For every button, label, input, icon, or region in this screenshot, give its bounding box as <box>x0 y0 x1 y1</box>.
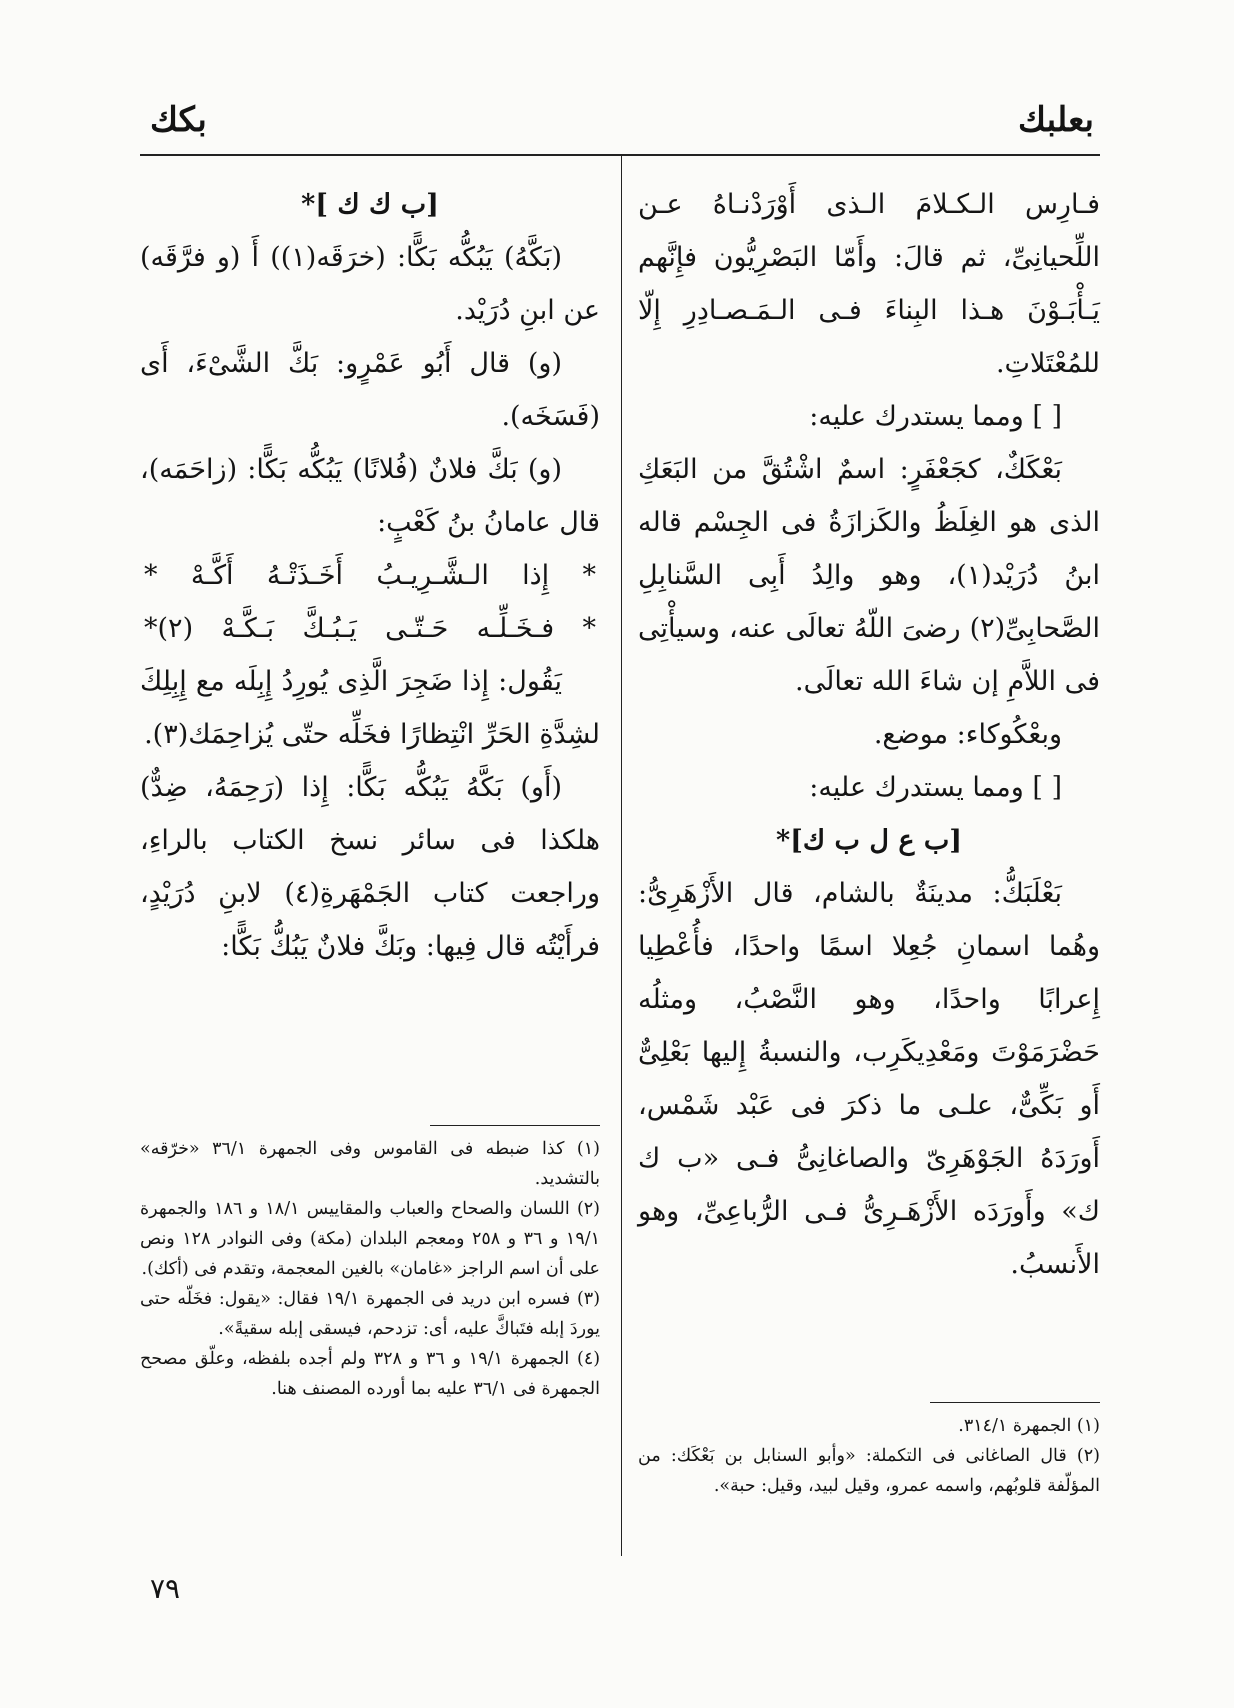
paragraph: (بَكَّهُ) يَبُكُّه بَكًّا: (خرَقَه(١)) أَ (و فرَّقَه) عن ابنِ دُرَيْد. <box>140 242 600 326</box>
footnote: (٣) فسره ابن دريد فى الجمهرة ١٩/١ فقال: «يقول: فخَلّه حتى يوردَ إبله فتَباكَّ عليه، أى: تزدحم، فيسقى إبله سقيةً». <box>140 1289 601 1339</box>
paragraph: (أَو) بَكَّهُ يَبُكُّه بَكًّا: إِذا (رَحِمَهُ، ضِدٌّ) هلكذا فى سائر نسخ الكتاب بالراءِ، وراجعت كتاب الجَمْهَرةِ(٤) لابنِ دُرَيْدٍ، فرأَيْتُه قال فِيها: وبَكَّ فلانٌ يَبُكُّ بَكًّا: <box>140 772 600 962</box>
footnote-rule <box>930 1402 1100 1403</box>
paragraph: (و) قال أَبُو عَمْرٍو: بَكَّ الشَّىْءَ، أَى (فَسَخَه). <box>140 348 600 432</box>
paragraph: بَعْلَبَكُّ: مدينَةٌ بالشام، قال الأَزْهَرِىُّ: وهُما اسمانِ جُعِلا اسمًا واحدًا، فأُعْطِيا إِعرابًا واحدًا، وهو النَّصْبُ، ومثلُه حَضْرَمَوْتَ ومَعْدِيكَرِب، والنسبةُ إِليها بَعْلِىٌّ أَو بَكِّىٌّ، علـى ما ذكرَ فى عَبْد شَمْس، أَورَدَهُ الجَوْهَرِىّ والصاغانِىُّ فـى «ب ك ك» وأَورَدَه الأَزْهَـرِىُّ فـى الرُّباعِىِّ، وهو الأَنسبُ. <box>638 878 1100 1280</box>
header-rule <box>140 154 1100 156</box>
verse-line: * إِذا الـشَّـرِيـبُ أَخَـذَتْـهُ أَكَّـهْ * <box>144 560 596 591</box>
left-footnotes <box>140 1125 600 1404</box>
paragraph: يَقُول: إِذا ضَجِرَ الَّذِى يُورِدُ إِبِلَه مع إِبِلِكَ لشِدَّةِ الحَرِّ انْتِظارًا فخَلِّه حتّى يُزاحِمَك(٣). <box>140 666 600 750</box>
footnote-rule <box>430 1125 600 1126</box>
running-head-right: بعلبك <box>1017 100 1094 140</box>
entry-heading: [ب ع ل ب ك]* <box>775 825 963 856</box>
running-head-left: بكك <box>150 100 207 140</box>
footnote: (٢) قال الصاغانى فى التكملة: «وأبو السنابل بن بَعْكَك: من المؤلّفة قلوبُهم، واسمه عمرو، وقيل لبيد، وقيل: حبة». <box>638 1446 1100 1496</box>
footnote: (١) كذا ضبطه فى القاموس وفى الجمهرة ٣٦/١ «خرّقه» بالتشديد. <box>140 1139 600 1189</box>
right-column <box>638 178 1100 1291</box>
paragraph: بَعْكَكٌ، كجَعْفَرٍ: اسمٌ اشْتُقَّ من البَعَكِ الذى هو الغِلَظُ والكَزازَةُ فى الجِسْم قاله ابنُ دُرَيْد(١)، وهو والِدُ أَبِى السَّنابِلِ الصَّحابِىِّ(٢) رضىَ اللّهُ تعالَى عنه، وسيأْتِى فى اللاَّمِ إن شاءَ الله تعالَى. <box>638 454 1100 697</box>
footnote: (٢) اللسان والصحاح والعباب والمقاييس ١٨/١ و ١٨٦ والجمهرة ١٩/١ و ٣٦ و ٢٥٨ ومعجم البلدان (مكة) وفى النوادر ١٢٨ ونص على أن اسم الراجز «غامان» بالغين المعجمة، وتقدم فى (أكك). <box>140 1199 601 1279</box>
entry-heading: [ب ك ك ]* <box>301 189 439 220</box>
paragraph: وبعْكُوكاء: موضع. <box>873 719 1062 750</box>
paragraph: [ ] ومما يستدرك عليه: <box>809 401 1062 432</box>
paragraph: (و) بَكَّ فلانٌ (فُلانًا) يَبُكُّه بَكًّا: (زاحَمَه)، قال عامانُ بنُ كَعْبٍ: <box>140 454 600 538</box>
right-footnotes <box>638 1402 1100 1501</box>
column-divider <box>621 156 622 1556</box>
footnote: (١) الجمهرة ٣١٤/١. <box>958 1416 1100 1436</box>
paragraph: [ ] ومما يستدرك عليه: <box>809 772 1062 803</box>
verse-line: * فـخَـلِّـه حَـتّـى يَـبُـكَّ بَـكَّـهْ (٢)* <box>144 613 596 644</box>
paragraph: فـارِس الـكـلامَ الـذى أَوْرَدْنـاهُ عـن اللِّحيانِىِّ، ثم قالَ: وأَمّا البَصْرِيُّون فإِنَّهم يَـأْبَـوْنَ هـذا البِناءَ فـى الـمَـصـادِرِ إِلّا للمُعْتَلاتِ. <box>638 189 1100 379</box>
footnote: (٤) الجمهرة ١٩/١ و ٣٦ و ٣٢٨ ولم أجده بلفظه، وعلّق مصحح الجمهرة فى ٣٦/١ عليه بما أورده المصنف هنا. <box>140 1349 601 1399</box>
page-number: ٧٩ <box>150 1572 181 1605</box>
left-column <box>140 178 600 973</box>
